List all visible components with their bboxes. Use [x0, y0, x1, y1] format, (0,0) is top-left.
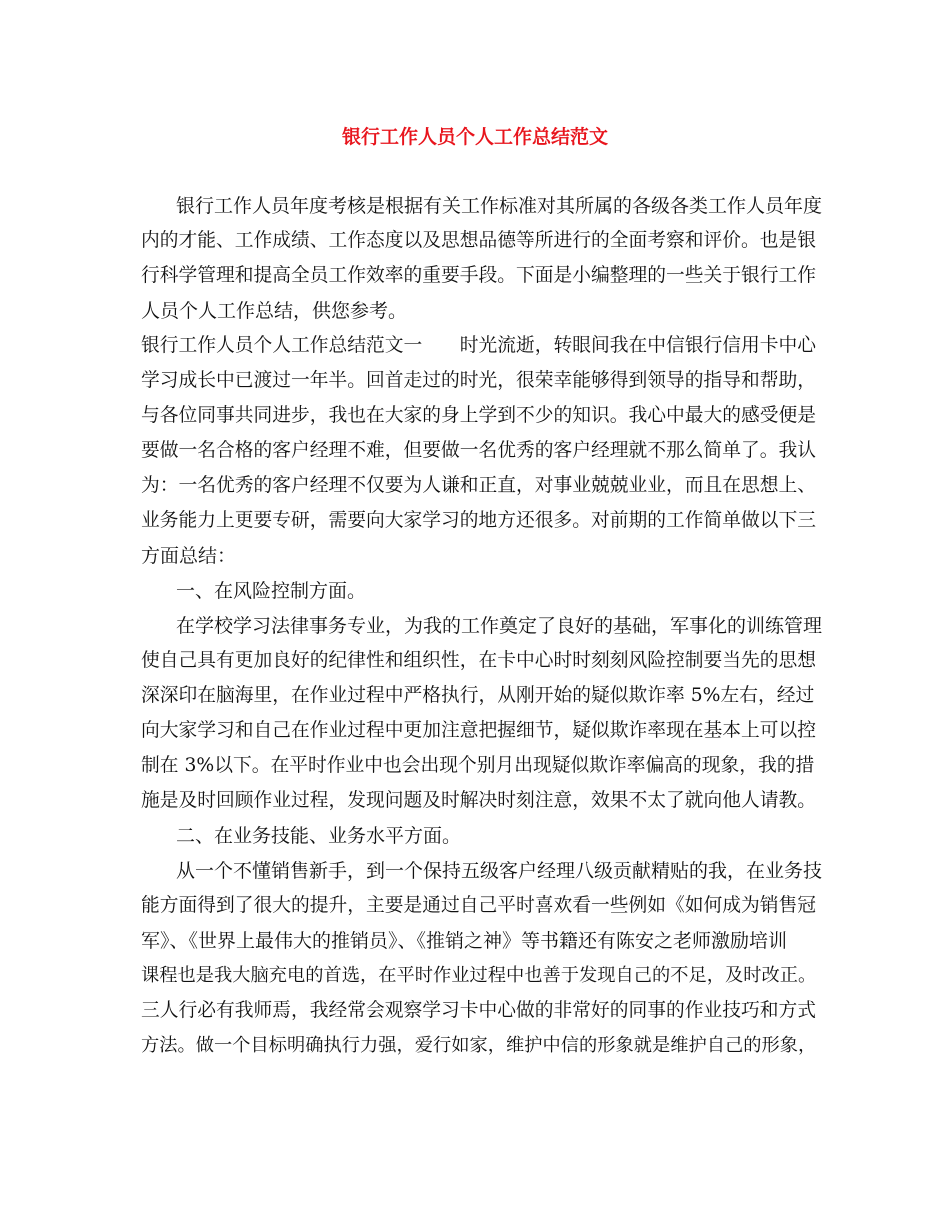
- paragraph-line: 三人行必有我师焉，我经常会观察学习卡中心做的非常好的同事的作业技巧和方式: [141, 1000, 816, 1021]
- paragraph-line: 向大家学习和自己在作业过程中更加注意把握细节，疑似欺诈率现在基本上可以控: [141, 720, 816, 741]
- paragraph-line: 要做一名合格的客户经理不难，但要做一名优秀的客户经理就不那么简单了。我认: [141, 440, 816, 461]
- paragraph-line: 军》、《世界上最伟大的推销员》、《推销之神》等书籍还有陈安之老师激励培训: [141, 930, 788, 952]
- section-heading: 二、在业务技能、业务水平方面。: [176, 825, 462, 847]
- paragraph-line: 深深印在脑海里，在作业过程中严格执行，从刚开始的疑似欺诈率 5%左右，经过: [141, 685, 815, 706]
- paragraph-line: 为：一名优秀的客户经理不仅要为人谦和正直，对事业兢兢业业，而且在思想上、: [141, 475, 816, 496]
- paragraph-line: 课程也是我大脑充电的首选，在平时作业过程中也善于发现自己的不足，及时改正。: [141, 965, 817, 986]
- paragraph-line: 施是及时回顾作业过程，发现问题及时解决时刻注意，效果不太了就向他人请教。: [141, 790, 816, 811]
- paragraph-line: 在学校学习法律事务专业，为我的工作奠定了良好的基础，军事化的训练管理: [176, 615, 823, 637]
- paragraph-line: 使自己具有更加良好的纪律性和组织性，在卡中心时时刻刻风险控制要当先的思想: [141, 650, 816, 671]
- paragraph-line: 从一个不懂销售新手，到一个保持五级客户经理八级贡献精贴的我，在业务技: [176, 860, 823, 882]
- paragraph-line: 能方面得到了很大的提升，主要是通过自己平时喜欢看一些例如《如何成为销售冠: [141, 895, 816, 916]
- paragraph-line: 方法。做一个目标明确执行力强，爱行如家，维护中信的形象就是维护自己的形象，: [141, 1035, 817, 1056]
- paragraph-line: 与各位同事共同进步，我也在大家的身上学到不少的知识。我心中最大的感受便是: [141, 405, 816, 426]
- paragraph-line: 方面总结：: [141, 545, 237, 567]
- paragraph-line: 银行工作人员年度考核是根据有关工作标准对其所属的各级各类工作人员年度: [176, 195, 823, 217]
- section-heading: 一、在风险控制方面。: [176, 580, 367, 602]
- document-title: 银行工作人员个人工作总结范文: [341, 126, 608, 148]
- paragraph-line: 行科学管理和提高全员工作效率的重要手段。下面是小编整理的一些关于银行工作: [141, 265, 816, 286]
- paragraph-line: 业务能力上更要专研，需要向大家学习的地方还很多。对前期的工作简单做以下三: [141, 510, 816, 531]
- paragraph-line: 学习成长中已渡过一年半。回首走过的时光，很荣幸能够得到领导的指导和帮助，: [141, 370, 816, 391]
- paragraph-line: 银行工作人员个人工作总结范文一 时光流逝，转眼间我在中信银行信用卡中心: [141, 335, 816, 356]
- paragraph-line: 人员个人工作总结，供您参考。: [141, 300, 408, 322]
- paragraph-line: 制在 3%以下。在平时作业中也会出现个别月出现疑似欺诈率偏高的现象，我的措: [141, 755, 815, 776]
- paragraph-line: 内的才能、工作成绩、工作态度以及思想品德等所进行的全面考察和评价。也是银: [141, 230, 816, 251]
